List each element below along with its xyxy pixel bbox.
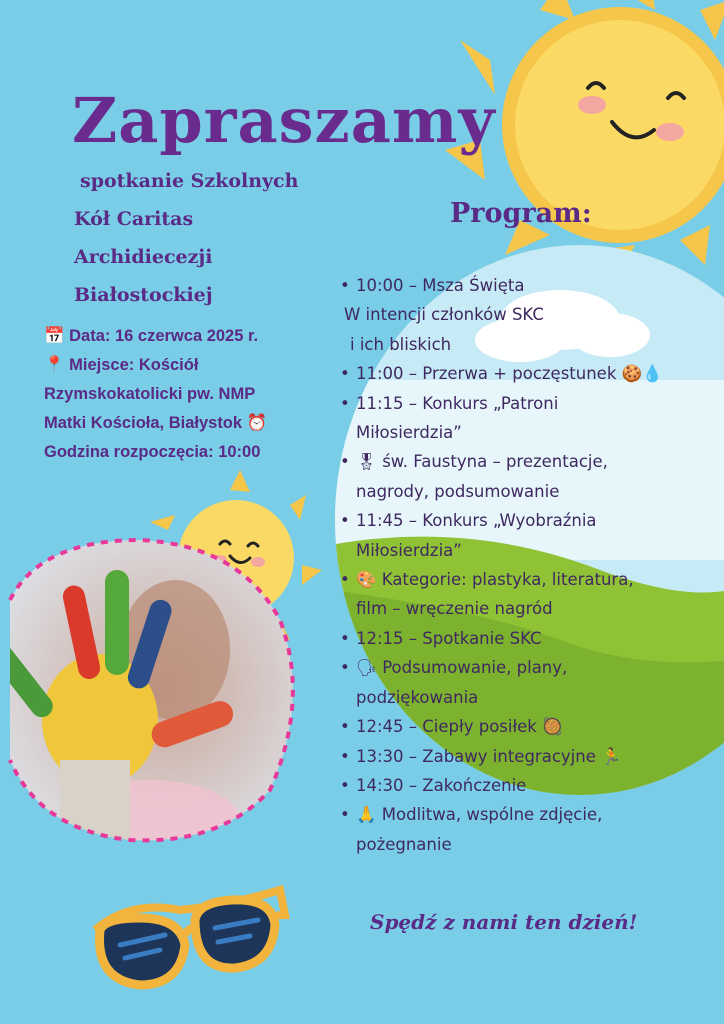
program-item	[336, 742, 721, 771]
program-list	[336, 271, 721, 859]
event-subtitle	[74, 162, 298, 314]
event-details	[44, 322, 334, 467]
bullet-icon: •	[340, 717, 350, 737]
program-item	[336, 653, 721, 682]
event-date: 📅 Data: 16 czerwca 2025 r.	[44, 327, 259, 345]
program-item-text: 🗣 Podsumowanie, plany,	[356, 658, 568, 678]
program-item	[336, 300, 721, 329]
program-item-text: 🎖 św. Faustyna – prezentacje,	[356, 452, 608, 472]
program-heading: Program:	[450, 198, 592, 229]
program-item-text: 11:15 – Konkurs „Patroni	[356, 393, 559, 413]
bullet-icon: •	[340, 775, 350, 795]
program-item-text: 14:30 – Zakończenie	[356, 775, 527, 795]
subtitle-line-2: Kół Caritas	[74, 208, 194, 230]
bullet-icon: •	[340, 805, 350, 825]
program-item	[336, 477, 721, 506]
program-item-text: 🙏 Modlitwa, wspólne zdjęcie,	[356, 805, 603, 825]
event-place-line-2: Rzymskokatolicki pw. NMP	[44, 385, 256, 403]
bullet-icon: •	[340, 452, 350, 472]
event-place-line-3: Matki Kościoła, Białystok ⏰	[44, 414, 268, 432]
subtitle-line-1: spotkanie Szkolnych	[80, 170, 299, 192]
bullet-icon: •	[340, 511, 350, 531]
program-item	[336, 624, 721, 653]
program-item-text: 11:00 – Przerwa + poczęstunek 🍪💧	[356, 364, 663, 384]
program-item	[336, 418, 721, 447]
bullet-icon: •	[340, 364, 350, 384]
program-item	[336, 536, 721, 565]
program-item-text: podziękowania	[356, 687, 479, 707]
page-title: Zapraszamy	[72, 84, 496, 157]
bullet-icon: •	[340, 276, 350, 295]
program-item-text: Miłosierdzia”	[356, 423, 462, 443]
program-item-text: 10:00 – Msza Święta	[356, 276, 525, 295]
bullet-icon: •	[340, 628, 350, 648]
program-item-text: i ich bliskich	[350, 334, 452, 354]
program-item-text: nagrody, podsumowanie	[356, 481, 560, 501]
program-item-text: 13:30 – Zabawy integracyjne 🏃	[356, 746, 622, 766]
program-item	[336, 565, 721, 594]
program-item-text: 🎨 Kategorie: plastyka, literatura,	[356, 570, 634, 590]
sunglasses-icon	[95, 890, 285, 985]
footer-slogan: Spędź z nami ten dzień!	[370, 910, 638, 934]
event-place-line-1: 📍 Miejsce: Kościół	[44, 356, 199, 374]
bullet-icon: •	[340, 746, 350, 766]
program-item	[336, 800, 721, 829]
program-item-text: 11:45 – Konkurs „Wyobraźnia	[356, 511, 597, 531]
program-item-text: 12:15 – Spotkanie SKC	[356, 628, 542, 648]
event-start-time: Godzina rozpoczęcia: 10:00	[44, 443, 261, 461]
program-item	[336, 359, 721, 388]
program-item-text: 12:45 – Ciepły posiłek 🥘	[356, 717, 563, 737]
program-item-text: W intencji członków SKC	[344, 305, 544, 325]
program-item	[336, 830, 721, 859]
program-item	[336, 271, 721, 300]
program-item-text: Miłosierdzia”	[356, 540, 462, 560]
program-item	[336, 330, 721, 359]
program-item	[336, 771, 721, 800]
subtitle-line-4: Białostockiej	[74, 284, 213, 306]
program-item	[336, 389, 721, 418]
bullet-icon: •	[340, 658, 350, 678]
program-item	[336, 447, 721, 476]
program-item	[336, 683, 721, 712]
program-item	[336, 506, 721, 535]
program-item	[336, 594, 721, 623]
program-item-text: film – wręczenie nagród	[356, 599, 553, 619]
subtitle-line-3: Archidiecezji	[74, 246, 213, 268]
program-item-text: pożegnanie	[356, 834, 452, 854]
bullet-icon: •	[340, 393, 350, 413]
program-item	[336, 712, 721, 741]
bullet-icon: •	[340, 570, 350, 590]
